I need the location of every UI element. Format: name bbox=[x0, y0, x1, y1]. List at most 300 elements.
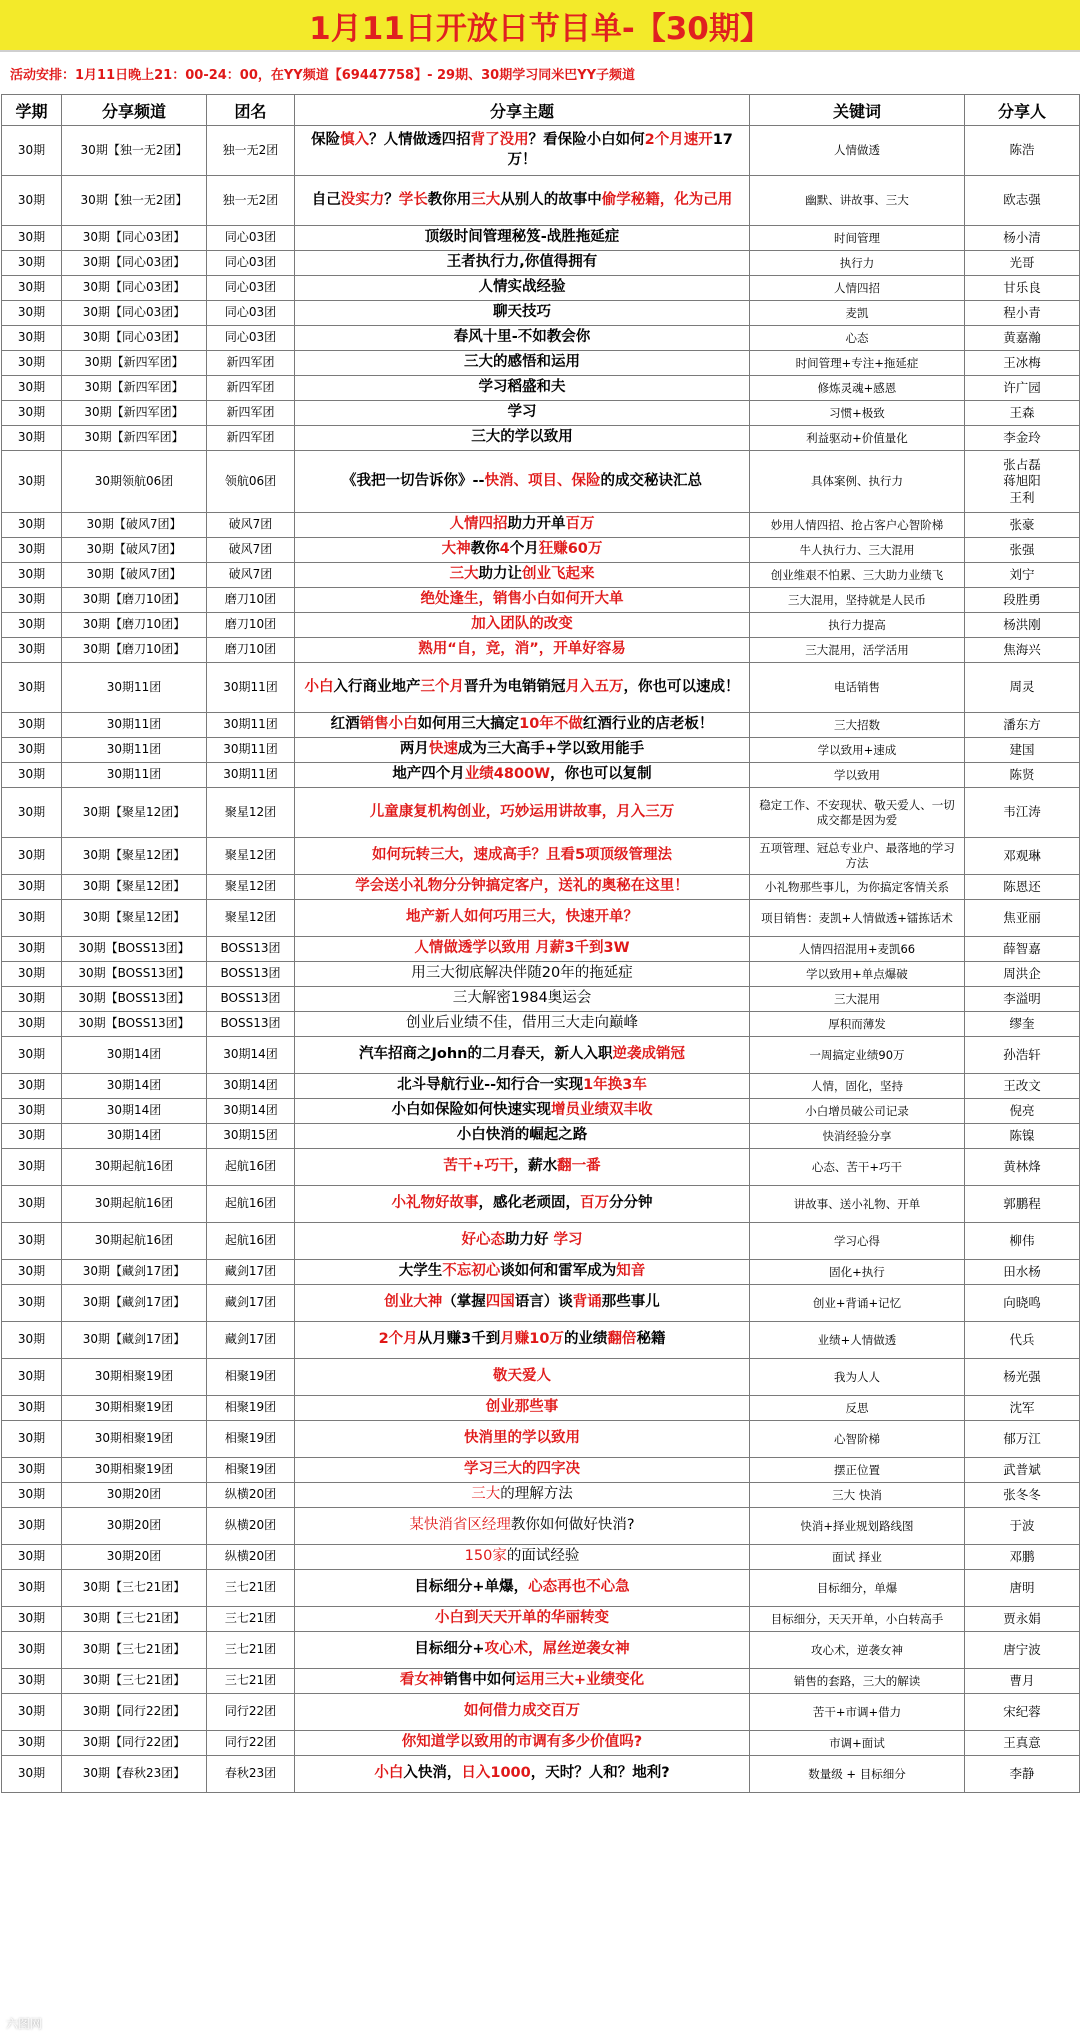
speaker-name: 邓观琳 bbox=[1003, 847, 1041, 863]
topic-highlight: 背了没用 bbox=[470, 131, 529, 148]
cell-team: 同心03团 bbox=[207, 301, 295, 326]
cell-team: BOSS13团 bbox=[207, 962, 295, 987]
cell-channel: 30期20团 bbox=[62, 1508, 207, 1545]
cell-term: 30期 bbox=[2, 1099, 62, 1124]
cell-speaker bbox=[965, 987, 1080, 1012]
topic-text: 三大解密1984奥运会 bbox=[452, 990, 592, 1007]
cell-topic bbox=[295, 1099, 750, 1124]
cell-topic bbox=[295, 1124, 750, 1149]
topic-highlight: 小礼物好故事 bbox=[391, 1195, 479, 1212]
cell-team: 新四军团 bbox=[207, 376, 295, 401]
cell-team: 破风7团 bbox=[207, 513, 295, 538]
topic-text: 成为三大高手+学以致用能手 bbox=[457, 741, 645, 758]
topic-text: ，天时？人和？地利? bbox=[530, 1765, 670, 1782]
speaker-name: 陈恩还 bbox=[1003, 878, 1041, 894]
cell-speaker bbox=[965, 1322, 1080, 1359]
cell-term: 30期 bbox=[2, 900, 62, 937]
topic-highlight: 快消里的学以致用 bbox=[464, 1430, 580, 1447]
topic-highlight: 看女神 bbox=[399, 1672, 444, 1689]
cell-keywords: 心态 bbox=[750, 326, 965, 351]
cell-keywords: 修炼灵魂+感恩 bbox=[750, 376, 965, 401]
topic-highlight: 你知道学以致用的市调有多少价值吗? bbox=[401, 1734, 643, 1751]
cell-speaker bbox=[965, 251, 1080, 276]
speaker-name: 陈镍 bbox=[1009, 1127, 1035, 1143]
cell-term: 30期 bbox=[2, 613, 62, 638]
cell-keywords: 稳定工作、不安现状、敬天爱人、一切成交都是因为爱 bbox=[750, 788, 965, 838]
cell-topic bbox=[295, 1756, 750, 1793]
topic-highlight: 没实力 bbox=[340, 191, 385, 208]
cell-term: 30期 bbox=[2, 962, 62, 987]
topic-highlight: 攻心术，屌丝逆袭女神 bbox=[484, 1641, 630, 1658]
cell-term: 30期 bbox=[2, 126, 62, 176]
topic-highlight: 人情做透学以致用 月薪3千到3W bbox=[414, 940, 630, 957]
cell-speaker bbox=[965, 937, 1080, 962]
cell-topic bbox=[295, 1223, 750, 1260]
topic-text: 三大的感悟和运用 bbox=[464, 354, 580, 371]
cell-keywords: 妙用人情四招、抢占客户心智阶梯 bbox=[750, 513, 965, 538]
topic-highlight: 翻倍 bbox=[607, 1331, 637, 1348]
table-row bbox=[2, 987, 1080, 1012]
table-row bbox=[2, 962, 1080, 987]
cell-channel: 30期起航16团 bbox=[62, 1223, 207, 1260]
cell-keywords: 心智阶梯 bbox=[750, 1421, 965, 1458]
table-row bbox=[2, 1396, 1080, 1421]
cell-team: 藏剑17团 bbox=[207, 1260, 295, 1285]
speaker-name: 唐明 bbox=[1009, 1579, 1035, 1595]
speaker-name: 周灵 bbox=[1009, 679, 1035, 695]
table-row bbox=[2, 1669, 1080, 1694]
cell-channel: 30期【同心03团】 bbox=[62, 326, 207, 351]
cell-term: 30期 bbox=[2, 401, 62, 426]
cell-keywords: 具体案例、执行力 bbox=[750, 451, 965, 513]
table-row bbox=[2, 176, 1080, 226]
page-title: 1月11日开放日节目单-【30期】 bbox=[0, 0, 1080, 52]
topic-highlight: 4 bbox=[499, 541, 510, 558]
cell-term: 30期 bbox=[2, 1124, 62, 1149]
topic-text: 学习 bbox=[507, 404, 537, 421]
cell-keywords: 我为人人 bbox=[750, 1359, 965, 1396]
cell-speaker bbox=[965, 900, 1080, 937]
topic-text: 顶级时间管理秘笈-战胜拖延症 bbox=[424, 229, 620, 246]
speaker-name: 光哥 bbox=[1009, 254, 1035, 270]
topic-highlight: 三大 bbox=[471, 1486, 501, 1503]
cell-topic bbox=[295, 538, 750, 563]
cell-term: 30期 bbox=[2, 276, 62, 301]
speaker-name: 陈浩 bbox=[1009, 142, 1035, 158]
cell-speaker bbox=[965, 875, 1080, 900]
cell-channel: 30期【破风7团】 bbox=[62, 513, 207, 538]
cell-team: 领航06团 bbox=[207, 451, 295, 513]
cell-term: 30期 bbox=[2, 1037, 62, 1074]
speaker-name: 王真意 bbox=[1003, 1734, 1041, 1750]
table-row bbox=[2, 875, 1080, 900]
cell-speaker bbox=[965, 1260, 1080, 1285]
schedule-note: 活动安排：1月11日晚上21：00-24：00，在YY频道【69447758】- 29期、30期学习同米巴YY子频道 bbox=[10, 67, 636, 83]
cell-team: 磨刀10团 bbox=[207, 588, 295, 613]
speaker-name: 欧志强 bbox=[1003, 192, 1041, 208]
cell-team: 聚星12团 bbox=[207, 788, 295, 838]
speaker-name: 向晓鸣 bbox=[1003, 1294, 1041, 1310]
topic-text: 谈如何和雷军成为 bbox=[500, 1263, 617, 1280]
cell-channel: 30期14团 bbox=[62, 1037, 207, 1074]
cell-speaker bbox=[965, 301, 1080, 326]
speaker-name: 刘宁 bbox=[1009, 566, 1035, 582]
speaker-name: 周洪企 bbox=[1003, 965, 1041, 981]
cell-speaker bbox=[965, 763, 1080, 788]
cell-term: 30期 bbox=[2, 875, 62, 900]
topic-text: 两月 bbox=[399, 741, 429, 758]
cell-speaker bbox=[965, 401, 1080, 426]
topic-text: ，感化老顽固， bbox=[478, 1195, 580, 1212]
topic-text: 目标细分+ bbox=[414, 1641, 485, 1658]
cell-speaker bbox=[965, 1186, 1080, 1223]
cell-channel: 30期【三七21团】 bbox=[62, 1669, 207, 1694]
cell-term: 30期 bbox=[2, 1632, 62, 1669]
cell-channel: 30期【BOSS13团】 bbox=[62, 937, 207, 962]
topic-highlight: 快消、项目、保险 bbox=[484, 472, 601, 489]
speaker-name: 薛智嘉 bbox=[1003, 940, 1041, 956]
cell-term: 30期 bbox=[2, 1421, 62, 1458]
topic-highlight: 如何玩转三大，速成高手？且看5项顶级管理法 bbox=[371, 847, 673, 864]
cell-channel: 30期【破风7团】 bbox=[62, 538, 207, 563]
cell-speaker bbox=[965, 1458, 1080, 1483]
cell-speaker bbox=[965, 176, 1080, 226]
table-row bbox=[2, 1322, 1080, 1359]
cell-topic bbox=[295, 713, 750, 738]
table-row bbox=[2, 1756, 1080, 1793]
cell-topic bbox=[295, 126, 750, 176]
cell-topic bbox=[295, 838, 750, 875]
cell-keywords: 市调+面试 bbox=[750, 1731, 965, 1756]
topic-text: 的理解方法 bbox=[500, 1486, 573, 1503]
cell-channel: 30期20团 bbox=[62, 1483, 207, 1508]
topic-text: ，你也可以复制 bbox=[550, 766, 652, 783]
cell-topic bbox=[295, 301, 750, 326]
speaker-name: 王森 bbox=[1009, 404, 1035, 420]
table-row bbox=[2, 1223, 1080, 1260]
header-speaker: 分享人 bbox=[965, 95, 1080, 126]
topic-text: 红酒行业的店老板！ bbox=[582, 716, 714, 733]
cell-term: 30期 bbox=[2, 1545, 62, 1570]
cell-topic bbox=[295, 1421, 750, 1458]
cell-team: 同心03团 bbox=[207, 326, 295, 351]
cell-term: 30期 bbox=[2, 838, 62, 875]
topic-highlight: 快速 bbox=[428, 741, 458, 758]
table-row bbox=[2, 1359, 1080, 1396]
cell-topic bbox=[295, 226, 750, 251]
table-row bbox=[2, 126, 1080, 176]
speaker-name: 杨光强 bbox=[1003, 1368, 1041, 1384]
topic-text: ？ bbox=[384, 191, 399, 208]
topic-highlight: 1年换3车 bbox=[583, 1077, 647, 1094]
cell-keywords: 讲故事、送小礼物、开单 bbox=[750, 1186, 965, 1223]
speaker-name: 贾永娟 bbox=[1003, 1610, 1041, 1626]
table-row bbox=[2, 563, 1080, 588]
cell-speaker bbox=[965, 126, 1080, 176]
cell-channel: 30期【磨刀10团】 bbox=[62, 638, 207, 663]
cell-speaker bbox=[965, 1694, 1080, 1731]
topic-text: 那些事儿 bbox=[601, 1294, 660, 1311]
cell-topic bbox=[295, 588, 750, 613]
cell-channel: 30期相聚19团 bbox=[62, 1458, 207, 1483]
topic-text: 教你如何做好快消? bbox=[510, 1517, 635, 1534]
cell-keywords: 三大混用，活学活用 bbox=[750, 638, 965, 663]
table-row bbox=[2, 1694, 1080, 1731]
cell-team: 纵横20团 bbox=[207, 1483, 295, 1508]
table-row bbox=[2, 513, 1080, 538]
cell-speaker bbox=[965, 276, 1080, 301]
cell-team: BOSS13团 bbox=[207, 1012, 295, 1037]
cell-team: 相聚19团 bbox=[207, 1359, 295, 1396]
cell-term: 30期 bbox=[2, 987, 62, 1012]
cell-speaker bbox=[965, 1124, 1080, 1149]
topic-highlight: 加入团队的改变 bbox=[471, 616, 573, 633]
cell-keywords: 创业+背诵+记忆 bbox=[750, 1285, 965, 1322]
cell-topic bbox=[295, 1322, 750, 1359]
table-row bbox=[2, 1099, 1080, 1124]
cell-speaker bbox=[965, 351, 1080, 376]
topic-highlight: 翻一番 bbox=[557, 1158, 601, 1175]
cell-keywords: 时间管理 bbox=[750, 226, 965, 251]
topic-highlight: 人情四招 bbox=[449, 516, 508, 533]
topic-highlight: 熟用“自，竞，消”，开单好容易 bbox=[418, 641, 626, 658]
cell-topic bbox=[295, 763, 750, 788]
program-table bbox=[1, 94, 1080, 1793]
table-row bbox=[2, 1545, 1080, 1570]
topic-highlight: 创业那些事 bbox=[485, 1399, 559, 1416]
speaker-name: 沈军 bbox=[1009, 1399, 1035, 1415]
table-row bbox=[2, 1607, 1080, 1632]
cell-team: 破风7团 bbox=[207, 563, 295, 588]
cell-team: BOSS13团 bbox=[207, 987, 295, 1012]
cell-term: 30期 bbox=[2, 1731, 62, 1756]
table-row bbox=[2, 838, 1080, 875]
cell-team: 磨刀10团 bbox=[207, 613, 295, 638]
cell-channel: 30期【聚星12团】 bbox=[62, 838, 207, 875]
speaker-name: 李静 bbox=[1009, 1765, 1035, 1781]
cell-keywords: 人情做透 bbox=[750, 126, 965, 176]
cell-topic bbox=[295, 1074, 750, 1099]
cell-channel: 30期起航16团 bbox=[62, 1186, 207, 1223]
speaker-name: 武普斌 bbox=[1003, 1461, 1041, 1477]
topic-highlight: 小白 bbox=[374, 1765, 404, 1782]
cell-term: 30期 bbox=[2, 301, 62, 326]
cell-topic bbox=[295, 276, 750, 301]
table-row bbox=[2, 538, 1080, 563]
table-row bbox=[2, 1570, 1080, 1607]
table-row bbox=[2, 613, 1080, 638]
cell-term: 30期 bbox=[2, 788, 62, 838]
speaker-name: 李金玲 bbox=[1003, 429, 1041, 445]
topic-highlight: 慎入 bbox=[340, 131, 370, 148]
topic-highlight: 背诵 bbox=[572, 1294, 602, 1311]
topic-highlight: 月赚10万 bbox=[500, 1331, 564, 1348]
cell-team: 独一无2团 bbox=[207, 176, 295, 226]
cell-term: 30期 bbox=[2, 1607, 62, 1632]
cell-keywords: 快消经验分享 bbox=[750, 1124, 965, 1149]
cell-topic bbox=[295, 1694, 750, 1731]
topic-highlight: 10年不做 bbox=[519, 716, 583, 733]
table-row bbox=[2, 738, 1080, 763]
table-row bbox=[2, 401, 1080, 426]
cell-term: 30期 bbox=[2, 1694, 62, 1731]
topic-text: （掌握 bbox=[442, 1294, 486, 1311]
cell-topic bbox=[295, 900, 750, 937]
speaker-name: 黄林烽 bbox=[1003, 1158, 1041, 1174]
header-keywords: 关键词 bbox=[750, 95, 965, 126]
cell-team: 相聚19团 bbox=[207, 1421, 295, 1458]
cell-term: 30期 bbox=[2, 1074, 62, 1099]
cell-term: 30期 bbox=[2, 563, 62, 588]
cell-topic bbox=[295, 1545, 750, 1570]
cell-channel: 30期20团 bbox=[62, 1545, 207, 1570]
cell-channel: 30期【三七21团】 bbox=[62, 1570, 207, 1607]
cell-term: 30期 bbox=[2, 588, 62, 613]
cell-topic bbox=[295, 1508, 750, 1545]
topic-highlight: 学长 bbox=[398, 191, 428, 208]
speaker-name: 建国 bbox=[1009, 741, 1035, 757]
cell-team: 同行22团 bbox=[207, 1694, 295, 1731]
cell-speaker bbox=[965, 326, 1080, 351]
cell-speaker bbox=[965, 376, 1080, 401]
topic-text: 秘籍 bbox=[636, 1331, 666, 1348]
topic-text: ？人情做透四招 bbox=[369, 131, 471, 148]
cell-keywords: 习惯+极致 bbox=[750, 401, 965, 426]
topic-highlight: 不忘初心 bbox=[442, 1263, 501, 1280]
topic-highlight: 四国 bbox=[485, 1294, 515, 1311]
cell-channel: 30期11团 bbox=[62, 663, 207, 713]
cell-term: 30期 bbox=[2, 176, 62, 226]
cell-topic bbox=[295, 663, 750, 713]
header-team: 团名 bbox=[207, 95, 295, 126]
table-row bbox=[2, 1483, 1080, 1508]
cell-team: 30期11团 bbox=[207, 738, 295, 763]
topic-text: 助力让 bbox=[478, 566, 522, 583]
cell-team: 同心03团 bbox=[207, 251, 295, 276]
header-topic: 分享主题 bbox=[295, 95, 750, 126]
cell-keywords: 反思 bbox=[750, 1396, 965, 1421]
speaker-name: 宋纪蓉 bbox=[1003, 1703, 1041, 1719]
topic-highlight: 小白 bbox=[304, 678, 334, 695]
cell-keywords: 一周搞定业绩90万 bbox=[750, 1037, 965, 1074]
cell-speaker bbox=[965, 1632, 1080, 1669]
table-row bbox=[2, 376, 1080, 401]
cell-term: 30期 bbox=[2, 1508, 62, 1545]
topic-text: 小白快消的崛起之路 bbox=[456, 1127, 588, 1144]
cell-team: 三七21团 bbox=[207, 1632, 295, 1669]
cell-channel: 30期【新四军团】 bbox=[62, 401, 207, 426]
cell-team: 磨刀10团 bbox=[207, 638, 295, 663]
speaker-name: 张冬冬 bbox=[1003, 1486, 1041, 1502]
cell-term: 30期 bbox=[2, 1012, 62, 1037]
table-row bbox=[2, 226, 1080, 251]
cell-keywords: 快消+择业规划路线图 bbox=[750, 1508, 965, 1545]
topic-text: ，薪水 bbox=[513, 1158, 558, 1175]
cell-channel: 30期【藏剑17团】 bbox=[62, 1260, 207, 1285]
cell-keywords: 销售的套路，三大的解读 bbox=[750, 1669, 965, 1694]
cell-channel: 30期11团 bbox=[62, 763, 207, 788]
cell-speaker bbox=[965, 588, 1080, 613]
cell-term: 30期 bbox=[2, 226, 62, 251]
table-row bbox=[2, 663, 1080, 713]
cell-team: 相聚19团 bbox=[207, 1458, 295, 1483]
cell-keywords: 攻心术，逆袭女神 bbox=[750, 1632, 965, 1669]
cell-term: 30期 bbox=[2, 738, 62, 763]
topic-highlight: 学习 bbox=[553, 1232, 583, 1249]
cell-keywords: 时间管理+专注+拖延症 bbox=[750, 351, 965, 376]
table-row bbox=[2, 588, 1080, 613]
cell-channel: 30期【BOSS13团】 bbox=[62, 1012, 207, 1037]
topic-highlight: 绝处逢生，销售小白如何开大单 bbox=[420, 591, 624, 608]
cell-channel: 30期领航06团 bbox=[62, 451, 207, 513]
cell-term: 30期 bbox=[2, 763, 62, 788]
cell-channel: 30期【同心03团】 bbox=[62, 301, 207, 326]
cell-keywords: 人情四招 bbox=[750, 276, 965, 301]
cell-speaker bbox=[965, 1285, 1080, 1322]
cell-term: 30期 bbox=[2, 638, 62, 663]
cell-channel: 30期【聚星12团】 bbox=[62, 788, 207, 838]
cell-keywords: 电话销售 bbox=[750, 663, 965, 713]
topic-text: 保险 bbox=[311, 131, 341, 148]
speaker-name: 程小青 bbox=[1003, 304, 1041, 320]
cell-channel: 30期【同行22团】 bbox=[62, 1731, 207, 1756]
cell-term: 30期 bbox=[2, 1570, 62, 1607]
speaker-name: 甘乐良 bbox=[1003, 279, 1041, 295]
speaker-name: 张强 bbox=[1009, 541, 1035, 557]
cell-speaker bbox=[965, 563, 1080, 588]
topic-text: 教你用 bbox=[427, 191, 472, 208]
cell-team: 聚星12团 bbox=[207, 838, 295, 875]
speaker-name: 代兵 bbox=[1009, 1331, 1035, 1347]
cell-team: 30期14团 bbox=[207, 1037, 295, 1074]
cell-topic bbox=[295, 962, 750, 987]
cell-team: 同行22团 bbox=[207, 1731, 295, 1756]
cell-channel: 30期相聚19团 bbox=[62, 1421, 207, 1458]
cell-speaker bbox=[965, 1149, 1080, 1186]
table-row bbox=[2, 1012, 1080, 1037]
topic-text: 的业绩 bbox=[563, 1331, 608, 1348]
cell-keywords: 三大混用 bbox=[750, 987, 965, 1012]
topic-highlight: 业绩4800W bbox=[464, 766, 551, 783]
cell-channel: 30期11团 bbox=[62, 713, 207, 738]
cell-topic bbox=[295, 613, 750, 638]
cell-channel: 30期【BOSS13团】 bbox=[62, 987, 207, 1012]
cell-keywords: 学以致用 bbox=[750, 763, 965, 788]
speaker-name: 李溢明 bbox=[1003, 990, 1041, 1006]
table-row bbox=[2, 900, 1080, 937]
topic-highlight: 如何借力成交百万 bbox=[464, 1703, 580, 1720]
topic-highlight: 创业飞起来 bbox=[522, 566, 595, 583]
speaker-name: 杨小清 bbox=[1003, 229, 1041, 245]
speaker-name: 邓鹏 bbox=[1009, 1548, 1035, 1564]
table-row bbox=[2, 713, 1080, 738]
topic-highlight: 逆袭成销冠 bbox=[612, 1046, 685, 1063]
cell-channel: 30期【磨刀10团】 bbox=[62, 613, 207, 638]
speaker-name: 倪亮 bbox=[1009, 1102, 1035, 1118]
cell-team: 三七21团 bbox=[207, 1669, 295, 1694]
cell-topic bbox=[295, 513, 750, 538]
cell-channel: 30期相聚19团 bbox=[62, 1396, 207, 1421]
cell-term: 30期 bbox=[2, 663, 62, 713]
cell-channel: 30期【破风7团】 bbox=[62, 563, 207, 588]
cell-speaker bbox=[965, 663, 1080, 713]
topic-highlight: 狂赚60万 bbox=[538, 541, 603, 558]
cell-term: 30期 bbox=[2, 426, 62, 451]
cell-speaker bbox=[965, 1099, 1080, 1124]
cell-team: 30期11团 bbox=[207, 663, 295, 713]
speaker-name: 许广园 bbox=[1003, 379, 1041, 395]
table-row bbox=[2, 1124, 1080, 1149]
